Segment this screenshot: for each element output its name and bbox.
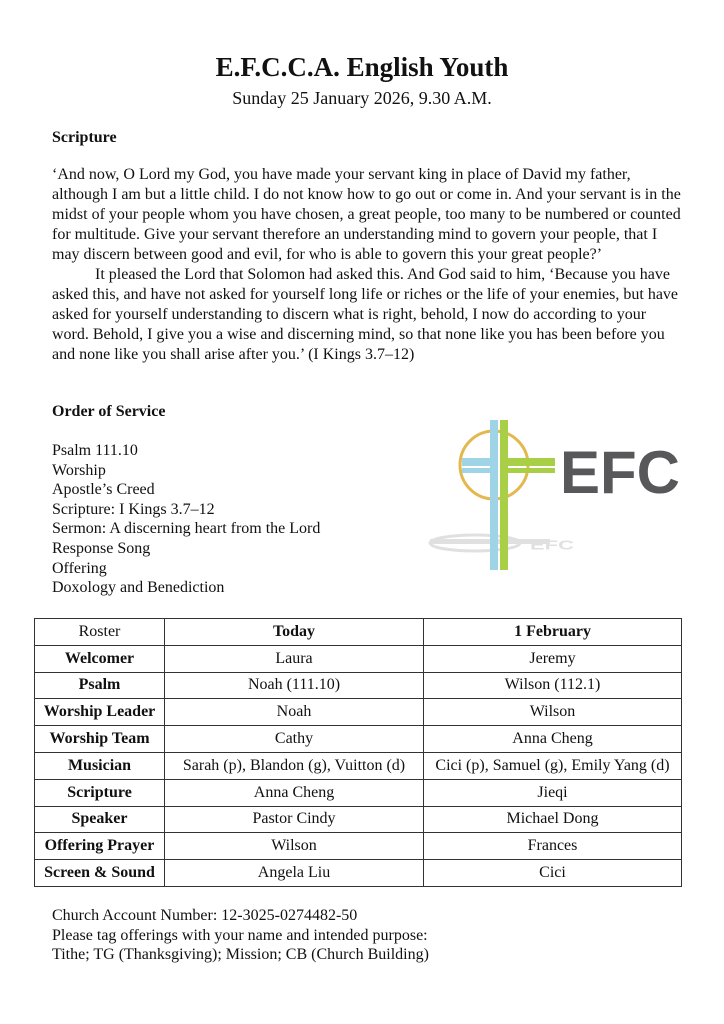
header-cell: Roster <box>35 619 165 646</box>
order-item: Offering <box>52 559 107 577</box>
next-cell: Frances <box>424 833 682 860</box>
scripture-text <box>52 165 682 365</box>
today-cell: Noah (111.10) <box>165 672 424 699</box>
table-row <box>35 726 682 753</box>
today-cell: Cathy <box>165 726 424 753</box>
logo-text: EFC <box>560 439 680 506</box>
roster-table <box>34 618 682 887</box>
table-row <box>35 806 682 833</box>
order-heading: Order of Service <box>52 403 166 420</box>
next-cell: Anna Cheng <box>424 726 682 753</box>
role-cell: Psalm <box>35 672 165 699</box>
today-cell: Angela Liu <box>165 860 424 887</box>
footer-notes <box>52 906 429 965</box>
next-cell: Jieqi <box>424 779 682 806</box>
next-cell: Jeremy <box>424 645 682 672</box>
table-row <box>35 645 682 672</box>
role-cell: Speaker <box>35 806 165 833</box>
table-row <box>35 779 682 806</box>
next-cell: Michael Dong <box>424 806 682 833</box>
order-item: Apostle’s Creed <box>52 481 155 499</box>
table-row <box>35 752 682 779</box>
today-cell: Pastor Cindy <box>165 806 424 833</box>
next-cell: Wilson (112.1) <box>424 672 682 699</box>
offering-note: Please tag offerings with your name and intended purpose: <box>52 926 428 944</box>
order-item: Doxology and Benediction <box>52 579 225 597</box>
page-title: E.F.C.C.A. English Youth <box>215 52 509 82</box>
today-cell: Wilson <box>165 833 424 860</box>
efc-logo <box>420 405 700 575</box>
order-item: Scripture: I Kings 3.7–12 <box>52 500 215 518</box>
service-date: Sunday 25 January 2026, 9.30 A.M. <box>232 88 492 108</box>
next-cell: Cici <box>424 860 682 887</box>
table-header-row <box>35 619 682 646</box>
order-of-service <box>52 441 320 598</box>
today-cell: Noah <box>165 699 424 726</box>
today-cell: Laura <box>165 645 424 672</box>
table-row <box>35 833 682 860</box>
offering-categories: Tithe; TG (Thanksgiving); Mission; CB (Church Building) <box>52 946 429 964</box>
next-cell: Wilson <box>424 699 682 726</box>
header-cell: 1 February <box>424 619 682 646</box>
scripture-paragraph: ‘And now, O Lord my God, you have made your servant king in place of David my father, although I am but a little child. I do not know how to go out or come in. And your servant is in the midst of your people whom you have chosen, a great people, too many to be numbered or counted for multitude. Give your servant therefore an understanding mind to govern your people, that I may discern between good and evil, for who is able to govern this your great people?’ <box>52 166 681 263</box>
table-row <box>35 672 682 699</box>
order-item: Psalm 111.10 <box>52 442 138 459</box>
scripture-heading: Scripture <box>52 129 117 146</box>
account-number: Church Account Number: 12-3025-0274482-50 <box>52 907 358 924</box>
role-cell: Musician <box>35 752 165 779</box>
role-cell: Worship Team <box>35 726 165 753</box>
order-item: Worship <box>52 461 106 479</box>
today-cell: Anna Cheng <box>165 779 424 806</box>
today-cell: Sarah (p), Blandon (g), Vuitton (d) <box>165 752 424 779</box>
role-cell: Worship Leader <box>35 699 165 726</box>
table-row <box>35 860 682 887</box>
order-item: Sermon: A discerning heart from the Lord <box>52 520 321 538</box>
svg-text:EFC: EFC <box>530 537 574 553</box>
order-item: Response Song <box>52 539 151 557</box>
role-cell: Scripture <box>35 779 165 806</box>
scripture-paragraph: It pleased the Lord that Solomon had asked this. And God said to him, ‘Because you have asked this, and have not asked for yourself long life or riches or the life of your enemies, but have asked for yourself understanding to discern what is right, behold, I now do according to your word. Behold, I give you a wise and discerning mind, so that none like you has been before you and none like you shall arise after you.’ (I Kings 3.7–12) <box>52 266 679 363</box>
role-cell: Welcomer <box>35 645 165 672</box>
header-cell: Today <box>165 619 424 646</box>
role-cell: Offering Prayer <box>35 833 165 860</box>
role-cell: Screen & Sound <box>35 860 165 887</box>
table-row <box>35 699 682 726</box>
next-cell: Cici (p), Samuel (g), Emily Yang (d) <box>424 752 682 779</box>
